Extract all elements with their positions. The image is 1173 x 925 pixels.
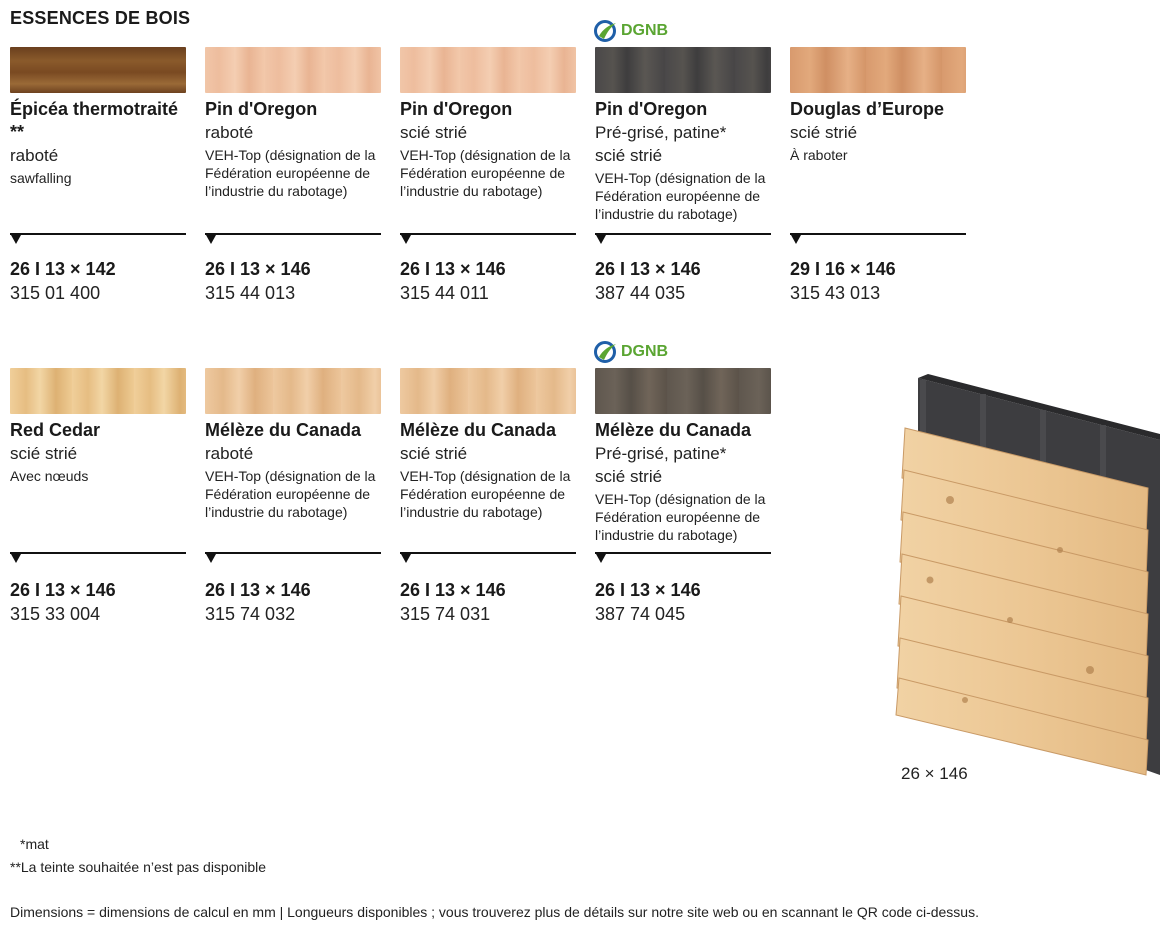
product-card-pin-scie xyxy=(400,47,576,303)
product-note: VEH-Top (désignation de la Fédération européenne de l’industrie du rabotage) xyxy=(595,170,766,222)
product-note: VEH-Top (désignation de la Fédération européenne de l’industrie du rabotage) xyxy=(595,491,766,543)
product-code: 315 33 004 xyxy=(10,604,101,624)
product-name: Douglas d’Europe xyxy=(790,99,945,119)
page-title: ESSENCES DE BOIS xyxy=(10,8,191,28)
product-code: 315 43 013 xyxy=(790,283,881,303)
product-name: Épicéa thermotraité ** xyxy=(10,99,179,142)
product-finish: scié strié xyxy=(790,123,858,142)
product-finish: scié strié xyxy=(10,444,78,463)
cladding-illustration xyxy=(890,370,1165,780)
product-name: Pin d'Oregon xyxy=(595,99,708,119)
product-dimensions: 26 I 13 × 146 xyxy=(205,259,311,279)
product-name: Pin d'Oregon xyxy=(205,99,318,119)
wood-swatch xyxy=(10,47,186,93)
product-dimensions: 26 I 13 × 146 xyxy=(400,259,506,279)
product-dimensions: 29 I 16 × 146 xyxy=(790,259,896,279)
dgnb-badge xyxy=(594,20,668,42)
product-card-red-cedar xyxy=(10,368,186,624)
wood-swatch xyxy=(790,47,966,93)
product-name: Pin d'Oregon xyxy=(400,99,513,119)
wood-swatch xyxy=(205,368,381,414)
wood-swatch xyxy=(10,368,186,414)
product-card-meleze-pregrise xyxy=(595,368,771,624)
product-code: 315 44 011 xyxy=(400,283,489,303)
wood-swatch xyxy=(595,47,771,93)
triangle-marker-icon xyxy=(401,235,411,244)
product-code: 387 74 045 xyxy=(595,604,686,624)
product-name: Mélèze du Canada xyxy=(400,420,557,440)
divider-rule xyxy=(10,233,186,235)
product-finish: Pré-grisé, patine* scié strié xyxy=(595,444,727,486)
illustration-dimensions: 26 × 146 xyxy=(901,764,968,783)
product-code: 315 74 032 xyxy=(205,604,296,624)
product-name: Red Cedar xyxy=(10,420,101,440)
product-dimensions: 26 I 13 × 146 xyxy=(400,580,506,600)
triangle-marker-icon xyxy=(11,554,21,563)
product-name: Mélèze du Canada xyxy=(595,420,752,440)
product-finish: scié strié xyxy=(400,123,468,142)
triangle-marker-icon xyxy=(206,235,216,244)
triangle-marker-icon xyxy=(596,235,606,244)
dgnb-logo-icon xyxy=(594,341,618,363)
divider-rule xyxy=(595,233,771,235)
product-code: 315 74 031 xyxy=(400,604,491,624)
product-note: VEH-Top (désignation de la Fédération européenne de l’industrie du rabotage) xyxy=(400,147,571,199)
product-card-meleze-rabote xyxy=(205,368,381,624)
divider-rule xyxy=(400,233,576,235)
wood-swatch xyxy=(400,47,576,93)
triangle-marker-icon xyxy=(206,554,216,563)
product-finish: raboté xyxy=(205,123,254,142)
footnote-mat: *mat xyxy=(20,836,49,852)
dgnb-logo-icon xyxy=(594,20,618,42)
product-note: VEH-Top (désignation de la Fédération européenne de l’industrie du rabotage) xyxy=(400,468,571,520)
product-card-pin-pregrise xyxy=(595,47,771,303)
product-dimensions: 26 I 13 × 146 xyxy=(205,580,311,600)
product-finish: raboté xyxy=(205,444,254,463)
dgnb-badge xyxy=(594,341,668,363)
divider-rule xyxy=(400,552,576,554)
triangle-marker-icon xyxy=(401,554,411,563)
product-note: VEH-Top (désignation de la Fédération européenne de l’industrie du rabotage) xyxy=(205,147,376,199)
product-card-epicea xyxy=(10,47,186,303)
divider-rule xyxy=(10,552,186,554)
product-dimensions: 26 I 13 × 142 xyxy=(10,259,116,279)
wood-swatch xyxy=(400,368,576,414)
product-note: sawfalling xyxy=(10,170,72,186)
footnote-teinte: **La teinte souhaitée n’est pas disponible xyxy=(10,859,267,875)
product-name: Mélèze du Canada xyxy=(205,420,362,440)
wood-swatch xyxy=(205,47,381,93)
product-card-meleze-scie xyxy=(400,368,576,624)
divider-rule xyxy=(595,552,771,554)
triangle-marker-icon xyxy=(791,235,801,244)
product-code: 387 44 035 xyxy=(595,283,686,303)
product-code: 315 01 400 xyxy=(10,283,101,303)
dgnb-label: DGNB xyxy=(621,22,669,39)
product-note: Avec nœuds xyxy=(10,468,89,484)
divider-rule xyxy=(205,552,381,554)
triangle-marker-icon xyxy=(596,554,606,563)
product-dimensions: 26 I 13 × 146 xyxy=(595,580,701,600)
triangle-marker-icon xyxy=(11,235,21,244)
product-card-douglas xyxy=(790,47,966,303)
product-code: 315 44 013 xyxy=(205,283,296,303)
divider-rule xyxy=(205,233,381,235)
wood-swatch xyxy=(595,368,771,414)
product-finish: scié strié xyxy=(400,444,468,463)
product-card-pin-rabote xyxy=(205,47,381,303)
product-finish: Pré-grisé, patine* scié strié xyxy=(595,123,727,165)
product-dimensions: 26 I 13 × 146 xyxy=(10,580,116,600)
product-dimensions: 26 I 13 × 146 xyxy=(595,259,701,279)
divider-rule xyxy=(790,233,966,235)
product-finish: raboté xyxy=(10,146,59,165)
product-note: À raboter xyxy=(790,147,848,163)
dimensions-note: Dimensions = dimensions de calcul en mm | Longueurs disponibles ; vous trouverez plus de détails sur notre site web ou en scannant le QR code ci-dessus. xyxy=(10,904,979,920)
dgnb-label: DGNB xyxy=(621,343,669,360)
product-note: VEH-Top (désignation de la Fédération européenne de l’industrie du rabotage) xyxy=(205,468,376,520)
